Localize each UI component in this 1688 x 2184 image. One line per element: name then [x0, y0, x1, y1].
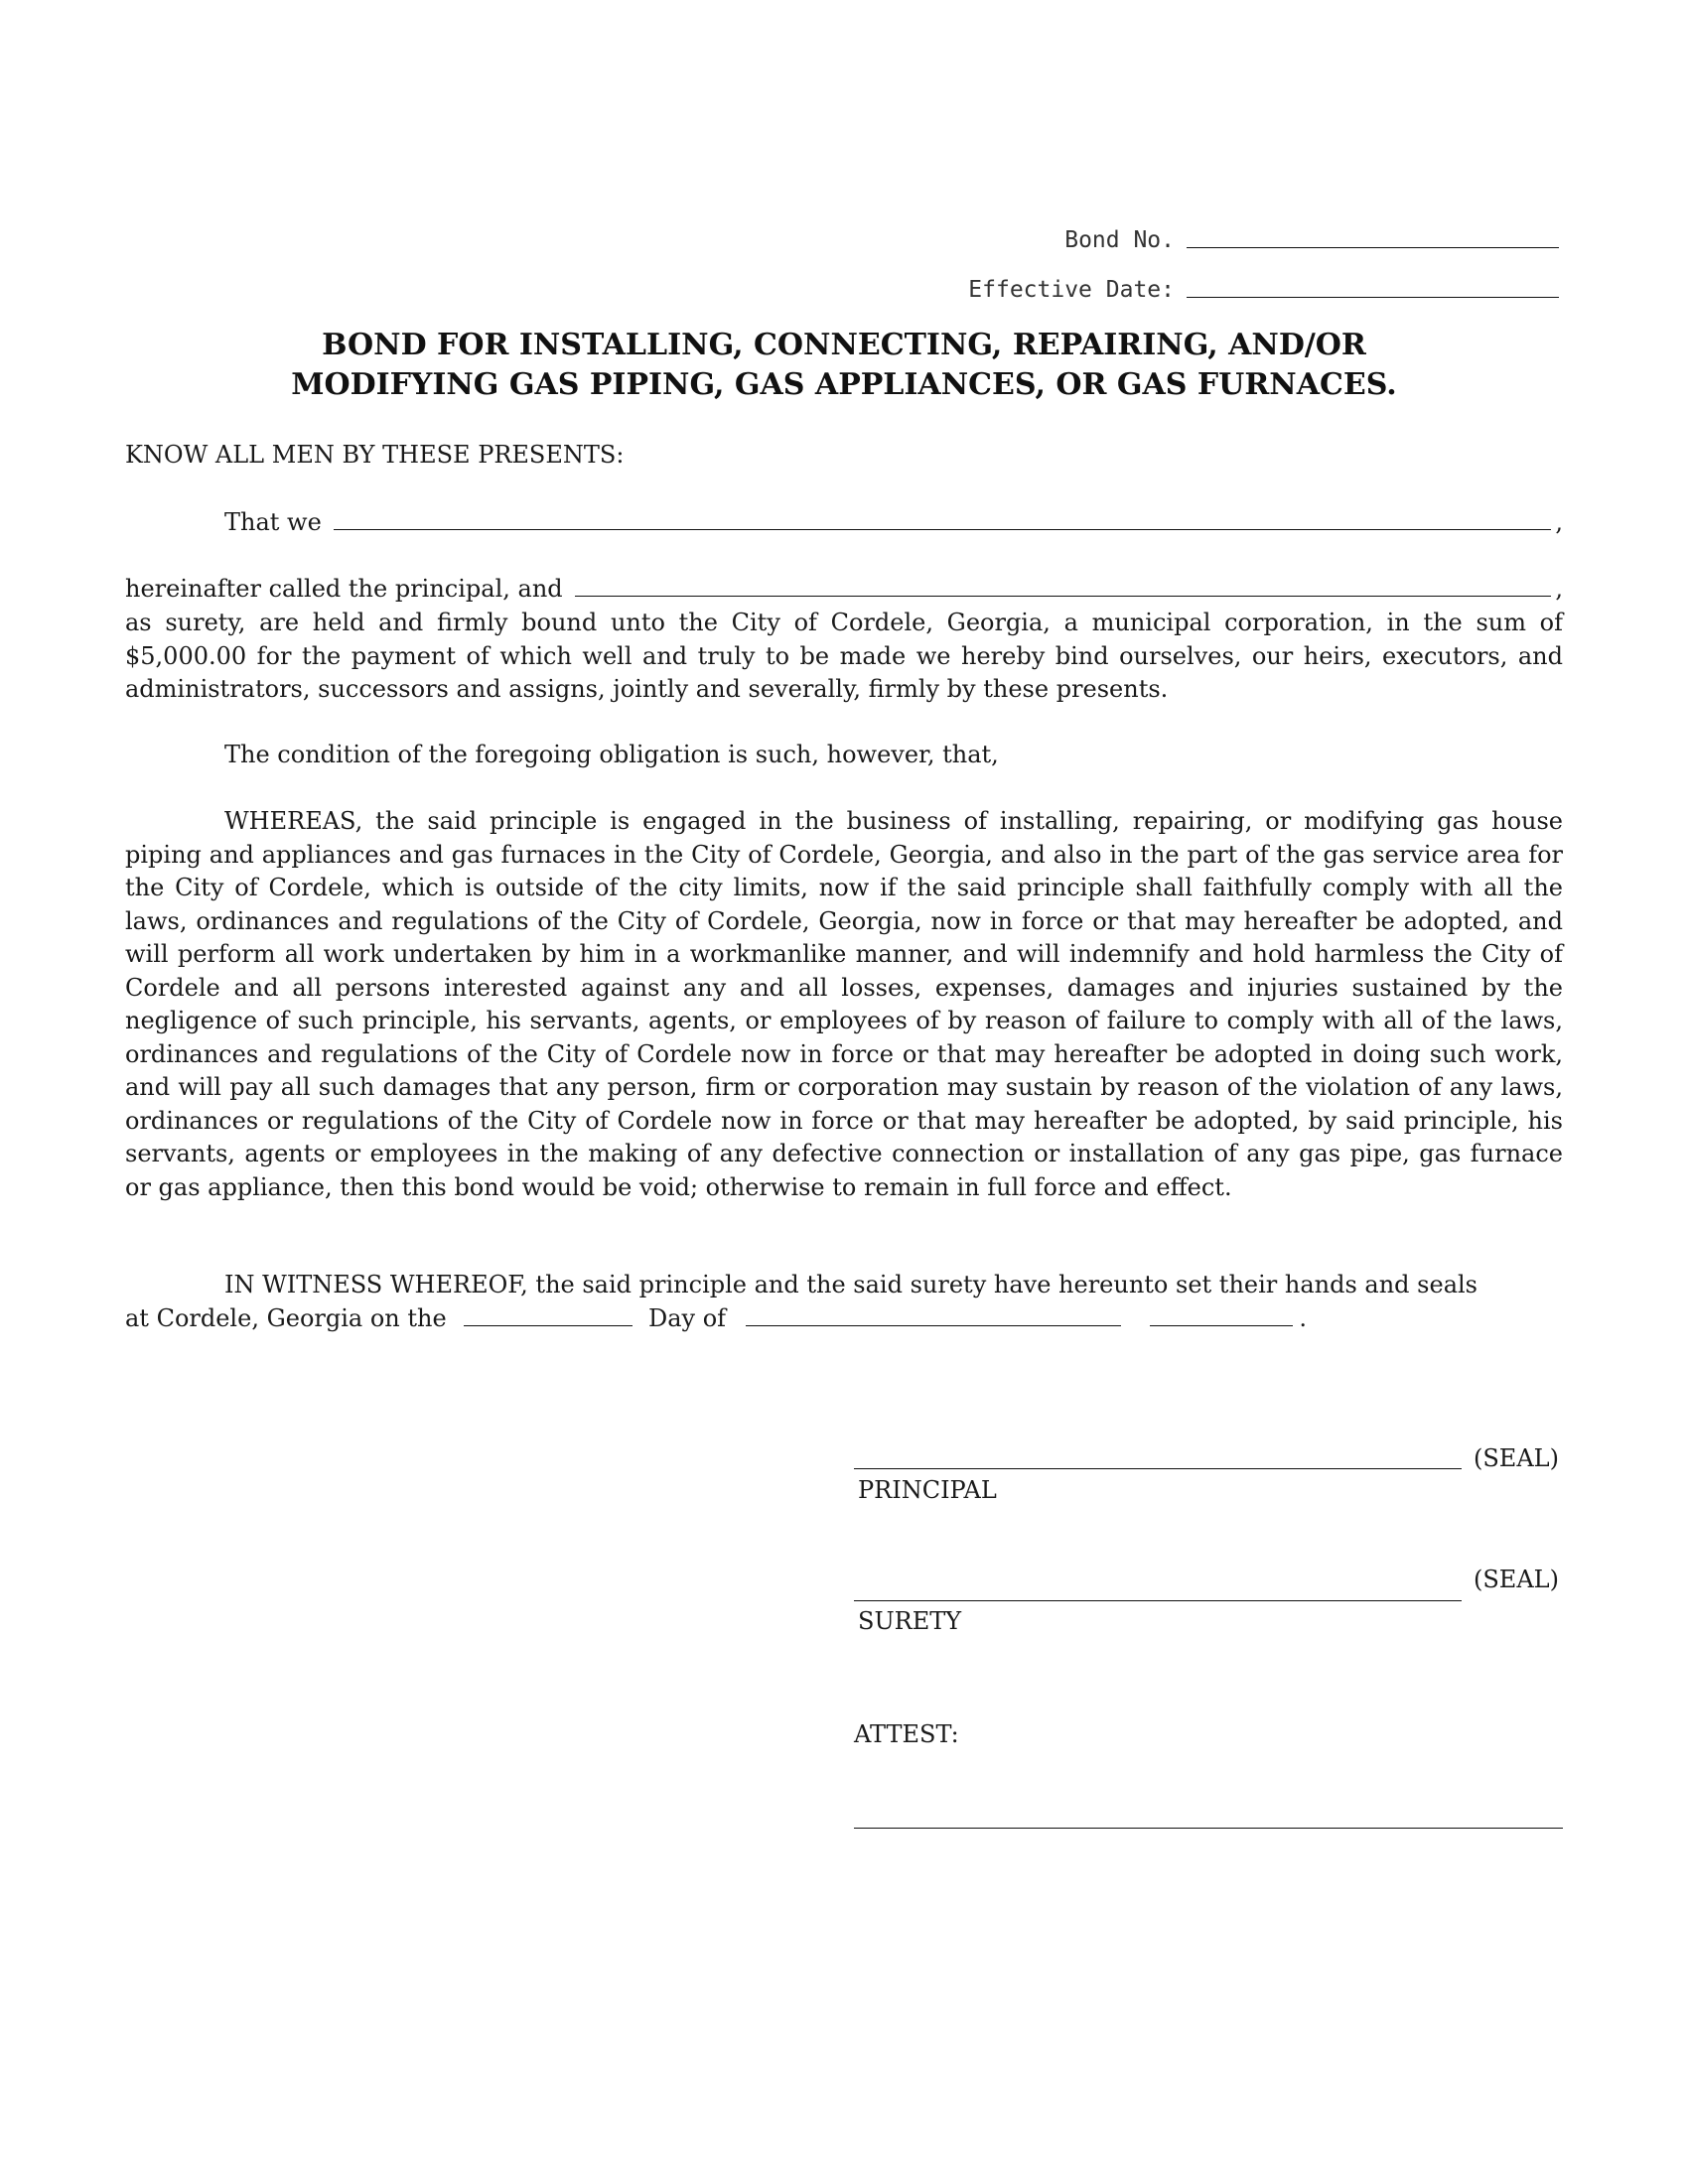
title-line-2: MODIFYING GAS PIPING, GAS APPLIANCES, OR GAS FURNACES.	[291, 367, 1397, 402]
witness-month-field[interactable]	[746, 1303, 1121, 1326]
effective-date-row	[894, 270, 1559, 304]
that-we-comma: ,	[1555, 508, 1563, 536]
principal-label: PRINCIPAL	[858, 1476, 997, 1504]
witness-line-1: IN WITNESS WHEREOF, the said principle and the said surety have hereunto set their hands and seals	[224, 1271, 1477, 1298]
witness-line-2	[125, 1302, 1563, 1336]
whereas-paragraph: WHEREAS, the said principle is engaged in the business of installing, repairing, or modifying gas house piping and appliances and gas furnaces in the City of Cordele, Georgia, and also in the part of the gas service area for the City of Cordele, which is outside of the city limits, now if the said principle shall faithfully comply with all the laws, ordinances and regulations of the City of Cordele, Georgia, now in force or that may hereafter be adopted, and will perform all work undertaken by him in a workmanlike manner, and will indemnify and hold harmless the City of Cordele and all persons interested against any and all losses, expenses, damages and injuries sustained by the negligence of such principle, his servants, agents, or employees of by reason of failure to comply with all of the laws, ordinances and regulations of the City of Cordele now in force or that may hereafter be adopted in doing such work, and will pay all such damages that any person, firm or corporation may sustain by reason of the violation of any laws, ordinances or regulations of the City of Cordele now in force or that may hereafter be adopted, by said principle, his servants, agents or employees in the making of any defective connection or installation of any gas pipe, gas furnace or gas appliance, then this bond would be void; otherwise to remain in full force and effect.	[125, 807, 1563, 1201]
condition-paragraph: The condition of the foregoing obligation is such, however, that,	[224, 741, 999, 768]
title-line-1: BOND FOR INSTALLING, CONNECTING, REPAIRING, AND/OR	[322, 328, 1366, 362]
attest-label: ATTEST:	[854, 1720, 959, 1748]
attest-signature-line[interactable]	[854, 1827, 1563, 1829]
principal-row	[125, 573, 1563, 607]
document-title	[125, 326, 1563, 405]
surety-seal-label: (SEAL)	[1474, 1566, 1559, 1593]
bond-no-field[interactable]	[1187, 225, 1559, 248]
witness-day-field[interactable]	[464, 1303, 633, 1326]
witness-day-of-text: Day of	[647, 1304, 727, 1332]
witness-at-text: at Cordele, Georgia on the	[125, 1304, 447, 1332]
effective-date-field[interactable]	[1187, 275, 1559, 298]
principal-comma: ,	[1555, 575, 1563, 603]
that-we-label: That we	[224, 508, 322, 536]
surety-name-field[interactable]	[575, 574, 1552, 597]
principal-signature-line[interactable]	[854, 1467, 1462, 1469]
intro-heading: KNOW ALL MEN BY THESE PRESENTS:	[125, 441, 625, 469]
bond-no-label: Bond No.	[1064, 227, 1175, 253]
principal-lead-text: hereinafter called the principal, and	[125, 575, 563, 603]
that-we-row	[224, 506, 1563, 540]
principal-seal-label: (SEAL)	[1474, 1444, 1559, 1472]
effective-date-label: Effective Date:	[968, 277, 1175, 303]
surety-signature-line[interactable]	[854, 1599, 1462, 1601]
principal-name-field[interactable]	[334, 507, 1552, 530]
bond-no-row	[894, 220, 1559, 254]
witness-year-field[interactable]	[1150, 1303, 1293, 1326]
witness-period: .	[1299, 1304, 1307, 1332]
surety-paragraph: as surety, are held and firmly bound unto the City of Cordele, Georgia, a municipal corporation, in the sum of $5,000.00 for the payment of which well and truly to be made we hereby bind ourselves, our heirs, executors, and administrators, successors and assigns, jointly and severally, firmly by these presents.	[125, 609, 1563, 703]
surety-label: SURETY	[858, 1607, 962, 1635]
